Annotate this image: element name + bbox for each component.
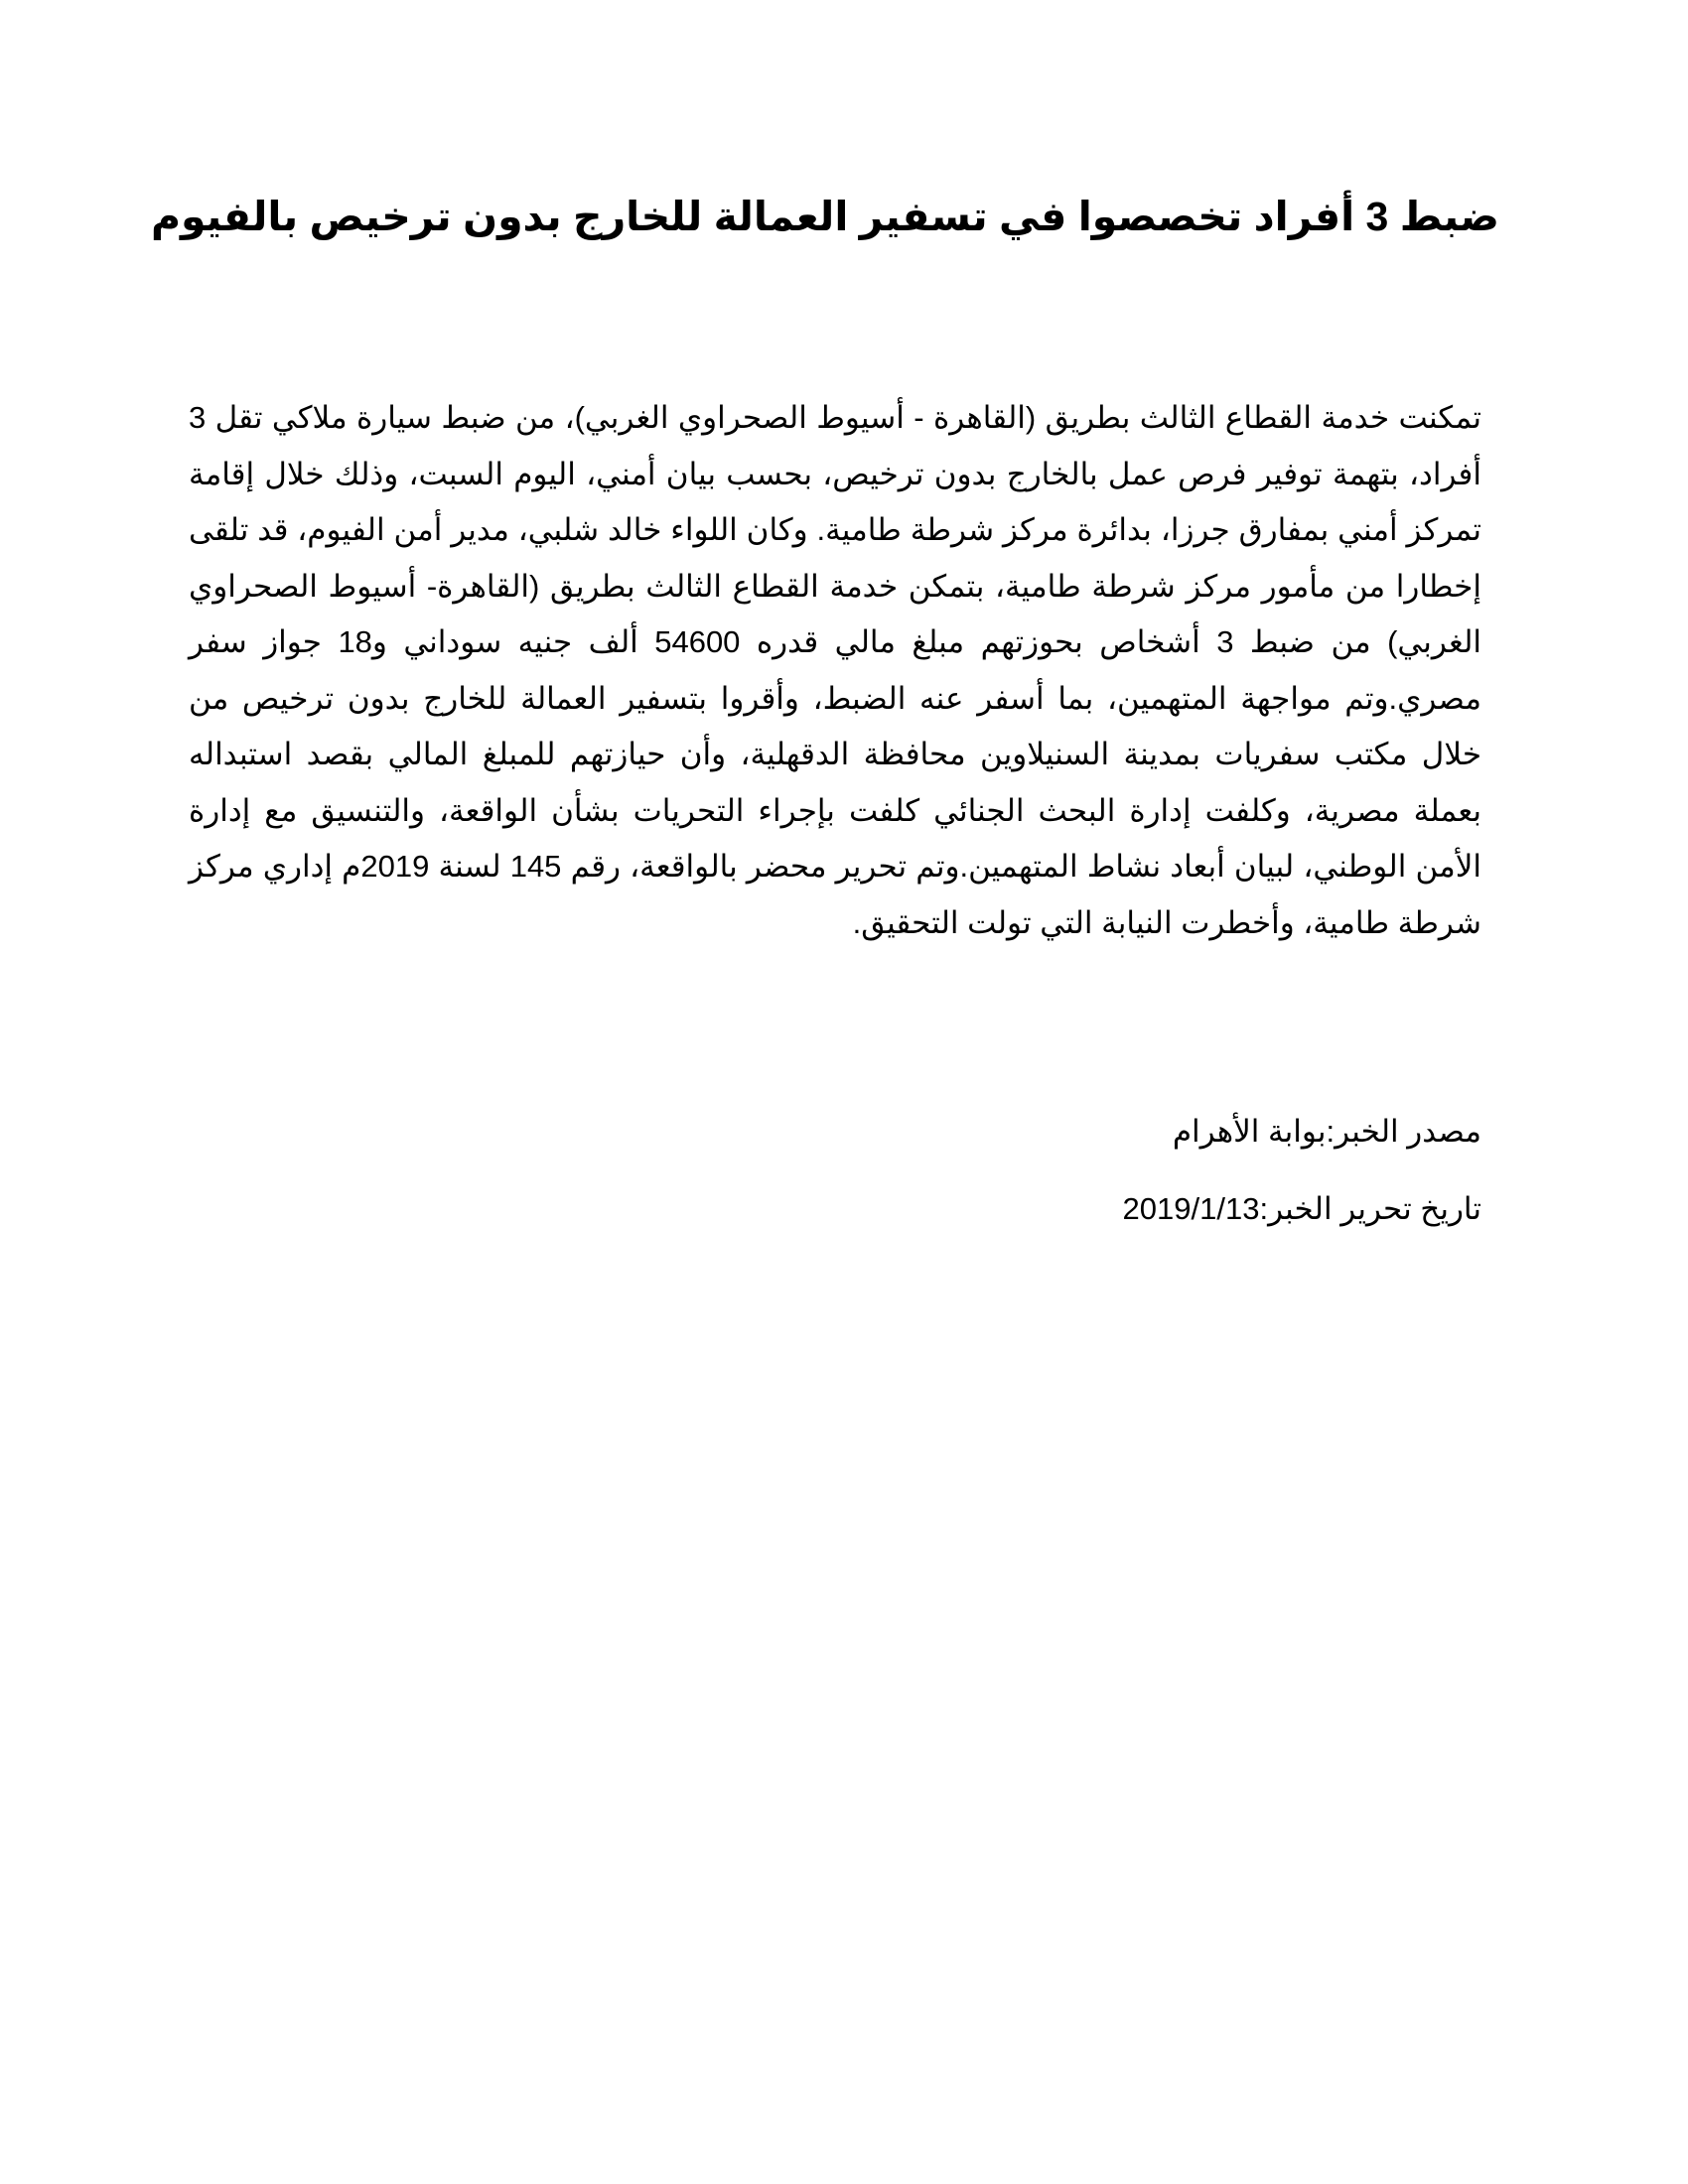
news-date-line: تاريخ تحرير الخبر:2019/1/13	[1122, 1191, 1481, 1226]
article-title: ضبط 3 أفراد تخصصوا في تسفير العمالة للخارج بدون ترخيص بالفيوم	[150, 194, 1499, 239]
news-source-line: مصدر الخبر:بوابة الأهرام	[1172, 1114, 1481, 1149]
article-body: تمكنت خدمة القطاع الثالث بطريق (القاهرة - أسيوط الصحراوي الغربي)، من ضبط سيارة ملاكي تقل 3 أفراد، بتهمة توفير فرص عمل بالخارج بدون ترخيص، بحسب بيان أمني، اليوم السبت، وذلك خلال إقامة تمركز أمني بمفارق جرزا، بدائرة مركز شرطة طامية. وكان اللواء خالد شلبي، مدير أمن الفيوم، قد تلقى إخطارا من مأمور مركز شرطة طامية، بتمكن خدمة القطاع الثالث بطريق (القاهرة- أسيوط الصحراوي الغربي) من ضبط 3 أشخاص بحوزتهم مبلغ مالي قدره 54600 ألف جنيه سوداني و18 جواز سفر مصري.وتم مواجهة المتهمين، بما أسفر عنه الضبط، وأقروا بتسفير العمالة للخارج بدون ترخيص من خلال مكتب سفريات بمدينة السنيلاوين محافظة الدقهلية، وأن حيازتهم للمبلغ المالي بقصد استبداله بعملة مصرية، وكلفت إدارة البحث الجنائي كلفت بإجراء التحريات بشأن الواقعة، والتنسيق مع إدارة الأمن الوطني، لبيان أبعاد نشاط المتهمين.وتم تحرير محضر بالواقعة، رقم 145 لسنة 2019م إداري مركز شرطة طامية، وأخطرت النيابة التي تولت التحقيق.	[189, 400, 1482, 940]
